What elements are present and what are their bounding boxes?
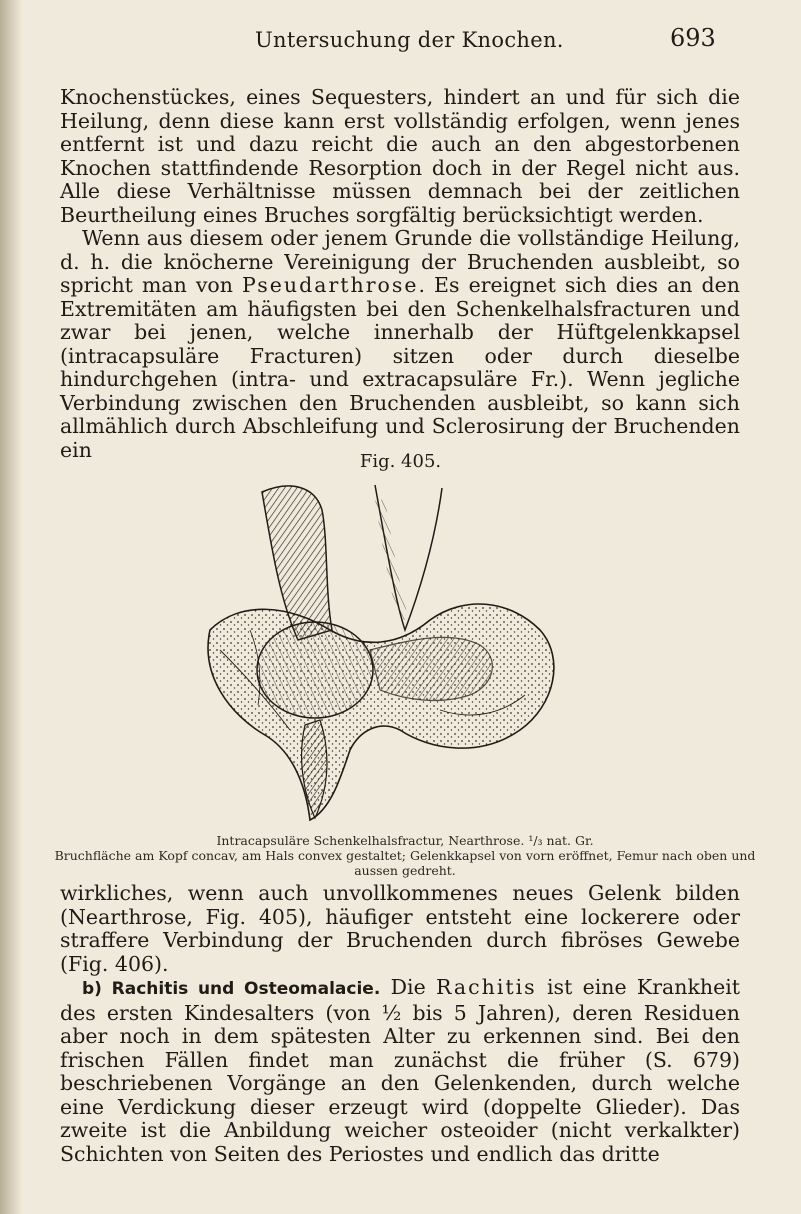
- figure-label: Fig. 405.: [359, 451, 442, 472]
- paragraph-nearthrose: wirkliches, wenn auch unvollkommenes neues Gelenk bilden (Nearthrose, Fig. 405), häufiger entsteht eine lockerere oder straffere Verbindung der Bruchenden durch fibröses Gewebe (Fig. 406).: [60, 881, 740, 976]
- page-header: [0, 20, 801, 60]
- upper-text: [60, 86, 740, 462]
- paragraph-rachitis: [60, 976, 740, 1166]
- femur-nearthrose-drawing: [180, 480, 600, 825]
- para4-before: Die: [380, 975, 437, 999]
- section-heading-rachitis: b) Rachitis und Osteomalacie.: [82, 979, 381, 999]
- figure-caption: [40, 833, 770, 878]
- term-rachitis: Rachitis: [436, 975, 537, 999]
- paragraph-sequester: Knochenstückes, eines Sequesters, hindert an und für sich die Heilung, denn diese kann erst vollständig erfolgen, wenn jenes entfernt ist und dazu reicht die auch an den abgestorbenen Knochen stattfindende Resorption doch in der Regel nicht aus. Alle diese Verhältnisse müssen demnach bei der zeitlichen Beurtheilung eines Bruches sorgfältig berücksichtigt werden.: [60, 85, 740, 227]
- page-number: 693: [670, 24, 716, 52]
- term-pseudarthrose: Pseudarthrose: [242, 273, 419, 297]
- caption-line-description: Bruchfläche am Kopf concav, am Hals convex gestaltet; Gelenkkapsel von vorn eröffnet, Femur nach oben und aussen gedreht.: [54, 848, 756, 878]
- para2-after: . Es ereignet sich dies an den Extremitäten am häufigsten bei den Schenkelhalsfracturen und zwar bei jenen, welche innerhalb der Hüftgelenkkapsel (intracapsuläre Fracturen) sitzen oder durch dieselbe hindurchgehen (intra- und extracapsuläre Fr.). Wenn jegliche Verbindung zwischen den Bruchenden ausbleibt, so kann sich allmählich durch Abschleifung und Sclerosirung der Bruchenden ein: [60, 273, 740, 462]
- caption-line-title: Intracapsuläre Schenkelhalsfractur, Nearthrose. ¹/₃ nat. Gr.: [216, 833, 594, 848]
- para4-after: ist eine Krankheit des ersten Kindesalters (von ½ bis 5 Jahren), deren Residuen aber noch in dem spätesten Alter zu erkennen sind. Bei den frischen Fällen findet man zunächst die früher (S. 679) beschriebenen Vorgänge an den Gelenkenden, durch welche eine Verdickung dieser erzeugt wird (doppelte Glieder). Das zweite ist die Anbildung weicher osteoider (nicht verkalkter) Schichten von Seiten des Periostes und endlich das dritte: [60, 975, 740, 1166]
- lower-text: [60, 882, 740, 1166]
- paragraph-pseudarthrose: [60, 227, 740, 462]
- page-binding-shadow: [0, 0, 22, 1214]
- figure-illustration: [180, 480, 600, 829]
- para2-before: Wenn aus diesem oder jenem Grunde die vollständige Heilung, d. h. die knöcherne Vereinigung der Bruchenden ausbleibt, so spricht man von: [60, 226, 740, 297]
- running-head: Untersuchung der Knochen.: [255, 28, 564, 52]
